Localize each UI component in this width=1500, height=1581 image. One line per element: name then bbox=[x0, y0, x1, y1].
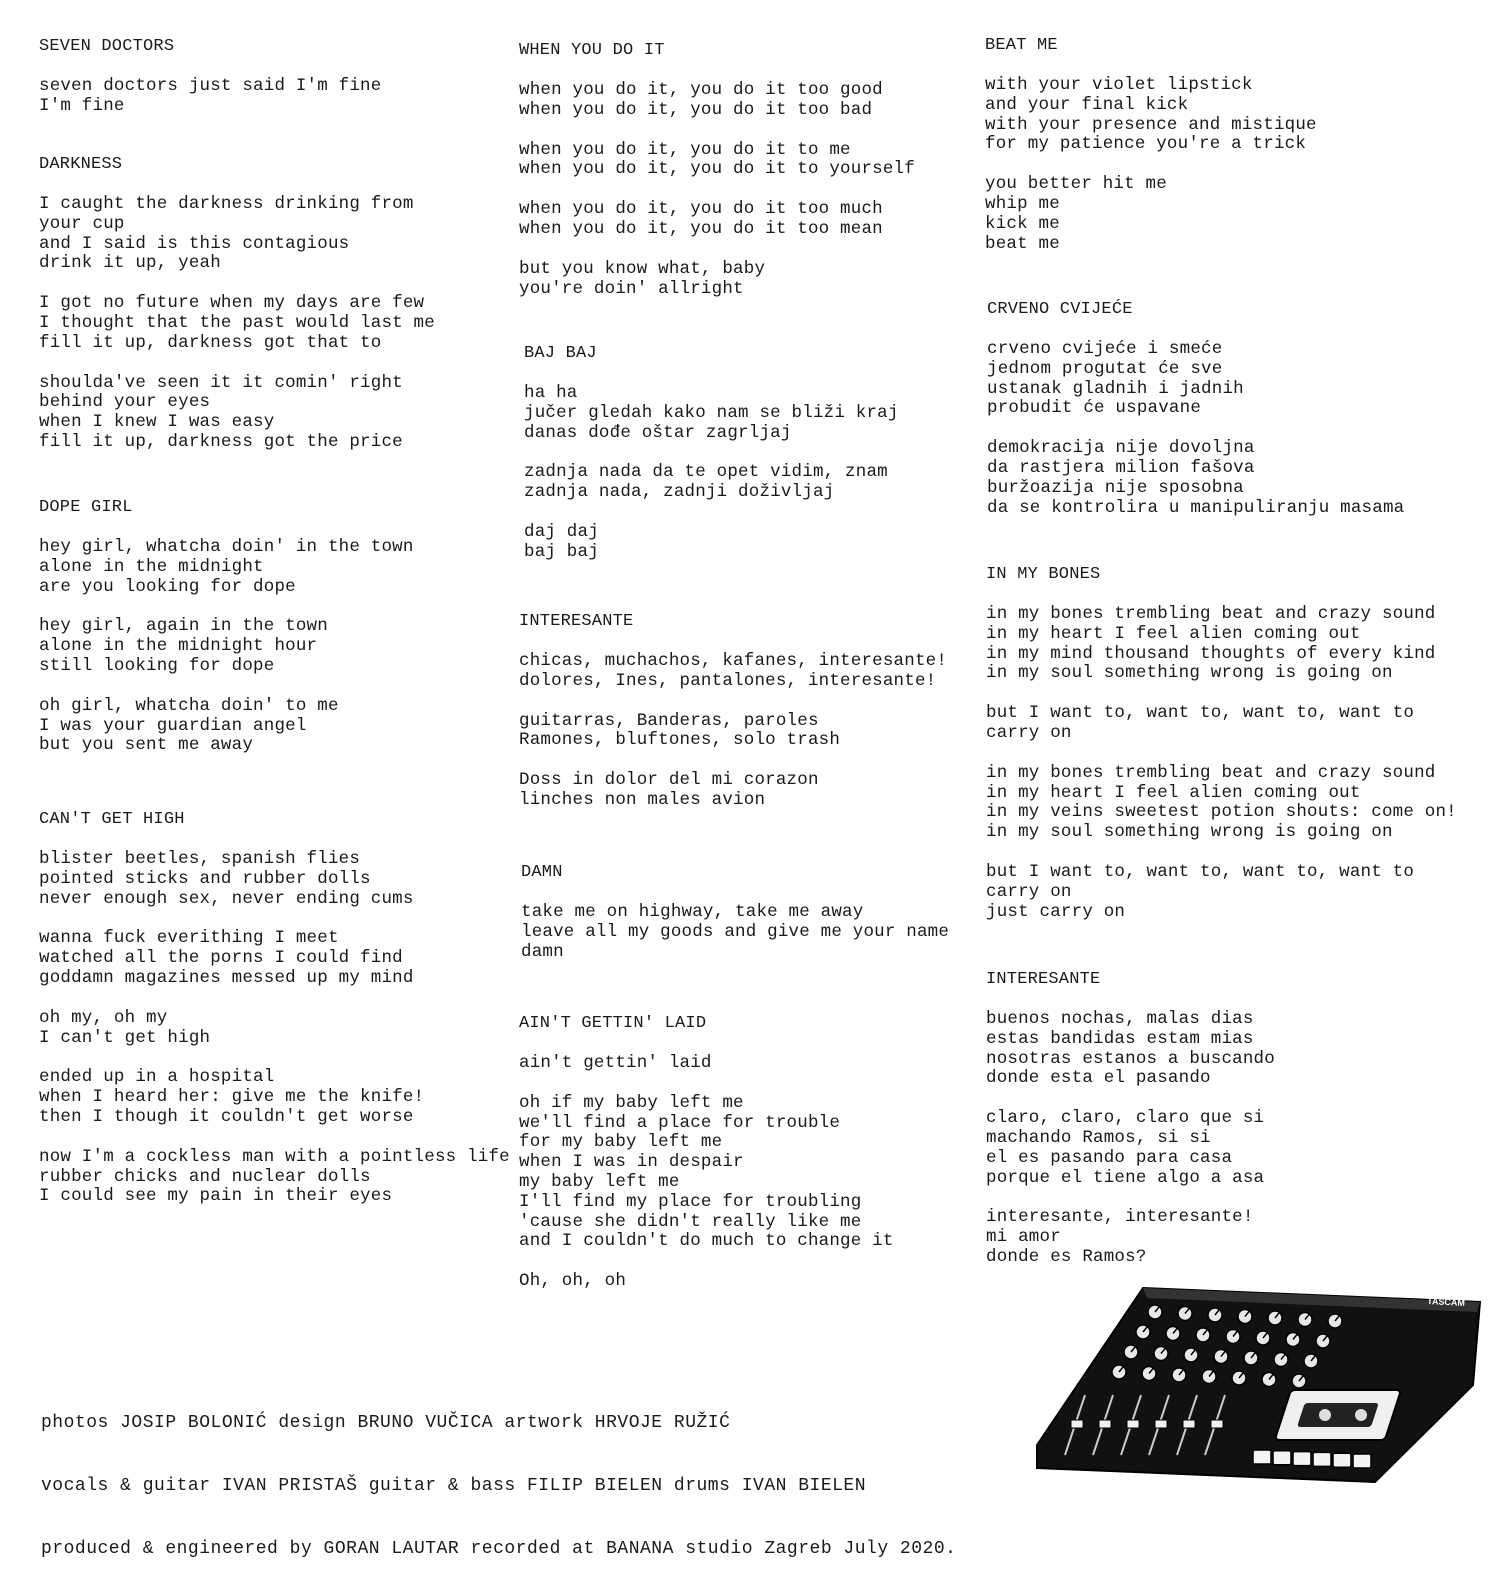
lyric-line: when you do it, you do it to yourself bbox=[519, 159, 915, 180]
lyric-line: take me on highway, take me away bbox=[521, 902, 864, 922]
lyric-line: watched all the porns I could find bbox=[39, 948, 403, 969]
lyric-line: in my mind thousand thoughts of every kind bbox=[986, 643, 1436, 664]
stanza bbox=[521, 903, 991, 962]
song-title: INTERESANTE bbox=[519, 612, 634, 631]
lyric-line: when you do it, you do it too good bbox=[519, 80, 883, 100]
fader-cap bbox=[1211, 1420, 1223, 1428]
lyric-line: are you looking for dope bbox=[39, 576, 296, 597]
lyric-line: in my soul something wrong is going on bbox=[986, 822, 1393, 843]
lyric-line: ain't gettin' laid bbox=[519, 1053, 712, 1073]
song-title: DARKNESS bbox=[39, 155, 123, 174]
stanza bbox=[519, 771, 989, 811]
song-beat-me bbox=[985, 36, 1455, 274]
song-title: WHEN YOU DO IT bbox=[519, 41, 665, 60]
transport-button bbox=[1293, 1452, 1311, 1466]
lyric-line: porque el tiene algo a asa bbox=[986, 1167, 1265, 1188]
lyric-line: Oh, oh, oh bbox=[519, 1271, 627, 1292]
song-baj-baj bbox=[524, 344, 994, 583]
stanza bbox=[519, 260, 989, 300]
transport-button bbox=[1253, 1450, 1271, 1464]
lyric-line: in my veins sweetest potion shouts: come on! bbox=[986, 802, 1457, 823]
lyric-line: danas dođe oštar zagrljaj bbox=[524, 422, 792, 443]
lyric-line: I caught the darkness drinking from bbox=[39, 194, 414, 214]
lyric-line: you're doin' allright bbox=[519, 278, 744, 299]
lyric-line: now I'm a cockless man with a pointless life bbox=[39, 1146, 510, 1167]
lyric-line: your cup bbox=[39, 213, 125, 234]
lyric-line: when you do it, you do it too mean bbox=[519, 218, 883, 239]
song-title: CAN'T GET HIGH bbox=[39, 810, 185, 829]
lyric-line: when I knew I was easy bbox=[39, 412, 275, 433]
lyric-line: then I though it couldn't get worse bbox=[39, 1106, 414, 1127]
song-title: BEAT ME bbox=[985, 36, 1058, 55]
stanza bbox=[986, 764, 1456, 843]
stanza bbox=[39, 617, 509, 676]
lyric-line: for my patience you're a trick bbox=[985, 134, 1307, 155]
credits-line: vocals & guitar IVAN PRISTAŠ guitar & bass FILIP BIELEN drums IVAN BIELEN bbox=[41, 1476, 867, 1496]
stanza bbox=[39, 1009, 509, 1049]
stanza bbox=[39, 77, 509, 117]
song-seven-doctors bbox=[39, 37, 509, 137]
lyric-line: in my heart I feel alien coming out bbox=[986, 623, 1361, 644]
fader-cap bbox=[1155, 1420, 1167, 1428]
transport-button bbox=[1333, 1453, 1351, 1467]
lyric-line: hey girl, whatcha doin' in the town bbox=[39, 537, 414, 557]
lyric-line: when I was in despair bbox=[519, 1152, 744, 1173]
lyric-line: and your final kick bbox=[985, 94, 1189, 115]
lyric-line: you better hit me bbox=[985, 174, 1167, 195]
lyric-line: wanna fuck everithing I meet bbox=[39, 928, 339, 949]
stanza bbox=[39, 850, 509, 909]
lyric-line: I thought that the past would last me bbox=[39, 312, 435, 333]
lyric-line: when I heard her: give me the knife! bbox=[39, 1087, 425, 1108]
lyric-line: donde esta el pasando bbox=[986, 1068, 1211, 1089]
stanza bbox=[986, 1109, 1456, 1188]
lyric-line: never enough sex, never ending cums bbox=[39, 888, 414, 909]
lyric-line: I got no future when my days are few bbox=[39, 293, 425, 314]
lyric-line: still looking for dope bbox=[39, 655, 275, 676]
lyric-line: leave all my goods and give me your name bbox=[521, 921, 950, 942]
lyric-line: ended up in a hospital bbox=[39, 1067, 275, 1088]
lyric-line: fill it up, darkness got that to bbox=[39, 332, 382, 353]
lyric-line: machando Ramos, si si bbox=[986, 1127, 1211, 1148]
stanza bbox=[524, 463, 994, 503]
song-title: DOPE GIRL bbox=[39, 498, 133, 517]
lyric-line: 'cause she didn't really like me bbox=[519, 1211, 862, 1232]
song-aint-gettin-laid bbox=[519, 1014, 989, 1312]
fader-cap bbox=[1183, 1420, 1195, 1428]
lyric-line: baj baj bbox=[524, 541, 599, 562]
lyric-line: probudit će uspavane bbox=[987, 398, 1202, 419]
lyric-line: fill it up, darkness got the price bbox=[39, 431, 403, 452]
lyric-line: carry on bbox=[986, 722, 1072, 743]
lyric-line: demokracija nije dovoljna bbox=[987, 438, 1255, 459]
song-cant-get-high bbox=[39, 810, 509, 1227]
lyric-line: I could see my pain in their eyes bbox=[39, 1186, 393, 1207]
stanza bbox=[39, 294, 509, 353]
transport-button bbox=[1313, 1452, 1331, 1466]
cassette-mixer-illustration bbox=[1025, 1270, 1485, 1485]
lyric-line: linches non males avion bbox=[519, 789, 766, 810]
lyric-line: beat me bbox=[985, 233, 1060, 254]
stanza bbox=[986, 863, 1456, 922]
lyric-line: mi amor bbox=[986, 1227, 1061, 1248]
lyric-line: ha ha bbox=[524, 383, 578, 403]
lyric-line: but I want to, want to, want to, want to bbox=[986, 703, 1415, 724]
song-when-you-do-it bbox=[519, 41, 989, 319]
lyric-line: in my soul something wrong is going on bbox=[986, 663, 1393, 684]
lyric-line: alone in the midnight hour bbox=[39, 636, 318, 657]
lyric-line: oh girl, whatcha doin' to me bbox=[39, 695, 339, 716]
lyric-line: dolores, Ines, pantalones, interesante! bbox=[519, 670, 937, 691]
credits-line: photos JOSIP BOLONIĆ design BRUNO VUČICA artwork HRVOJE RUŽIĆ bbox=[41, 1413, 731, 1433]
stanza bbox=[985, 175, 1455, 254]
song-title: BAJ BAJ bbox=[524, 344, 597, 363]
lyric-line: my baby left me bbox=[519, 1171, 680, 1192]
song-title: DAMN bbox=[521, 863, 563, 882]
lyric-line: buenos nochas, malas dias bbox=[986, 1009, 1254, 1029]
lyric-line: shoulda've seen it it comin' right bbox=[39, 372, 403, 393]
lyric-line: hey girl, again in the town bbox=[39, 616, 328, 637]
song-in-my-bones bbox=[986, 565, 1456, 942]
lyric-line: zadnja nada da te opet vidim, znam bbox=[524, 462, 888, 483]
stanza bbox=[39, 374, 509, 453]
lyric-line: ustanak gladnih i jadnih bbox=[987, 378, 1244, 399]
song-title: CRVENO CVIJEĆE bbox=[987, 300, 1133, 319]
song-title: SEVEN DOCTORS bbox=[39, 37, 175, 56]
lyric-line: for my baby left me bbox=[519, 1132, 723, 1153]
lyric-line: I'll find my place for troubling bbox=[519, 1191, 862, 1212]
stanza bbox=[39, 538, 509, 597]
stanza bbox=[987, 340, 1457, 419]
lyric-line: buržoazija nije sposobna bbox=[987, 477, 1244, 498]
lyric-line: pointed sticks and rubber dolls bbox=[39, 868, 371, 889]
stanza bbox=[986, 704, 1456, 744]
lyric-line: Doss in dolor del mi corazon bbox=[519, 770, 819, 791]
lyric-line: daj daj bbox=[524, 521, 599, 542]
song-interesante-2 bbox=[986, 970, 1456, 1288]
song-damn bbox=[521, 863, 991, 982]
lyric-line: damn bbox=[521, 941, 564, 962]
song-darkness bbox=[39, 155, 509, 473]
lyric-line: in my heart I feel alien coming out bbox=[986, 782, 1361, 803]
lyric-line: interesante, interesante! bbox=[986, 1207, 1254, 1228]
song-crveno-cvijece bbox=[987, 300, 1457, 538]
lyric-line: when you do it, you do it to me bbox=[519, 139, 851, 160]
lyric-line: jednom progutat će sve bbox=[987, 358, 1223, 379]
stanza bbox=[986, 1208, 1456, 1267]
stanza bbox=[524, 523, 994, 563]
stanza bbox=[39, 1148, 509, 1207]
lyric-line: I was your guardian angel bbox=[39, 715, 307, 736]
transport-button bbox=[1353, 1454, 1371, 1468]
stanza bbox=[519, 200, 989, 240]
cassette-reel-left bbox=[1319, 1409, 1331, 1421]
stanza bbox=[39, 195, 509, 274]
stanza bbox=[519, 1094, 989, 1252]
lyric-line: rubber chicks and nuclear dolls bbox=[39, 1166, 371, 1187]
stanza bbox=[986, 1010, 1456, 1089]
song-dope-girl bbox=[39, 498, 509, 776]
stanza bbox=[519, 1054, 989, 1074]
song-title: INTERESANTE bbox=[986, 970, 1101, 989]
lyric-line: behind your eyes bbox=[39, 392, 211, 413]
lyric-line: oh my, oh my bbox=[39, 1007, 168, 1028]
lyric-line: whip me bbox=[985, 193, 1060, 214]
lyric-line: with your presence and mistique bbox=[985, 114, 1317, 135]
cassette-reel-right bbox=[1355, 1409, 1367, 1421]
lyric-line: but you know what, baby bbox=[519, 258, 766, 279]
stanza bbox=[987, 439, 1457, 518]
lyric-line: we'll find a place for trouble bbox=[519, 1112, 841, 1133]
stanza bbox=[519, 1272, 989, 1292]
stanza bbox=[39, 929, 509, 988]
lyric-line: in my bones trembling beat and crazy sound bbox=[986, 762, 1436, 783]
lyric-line: claro, claro, claro que si bbox=[986, 1108, 1265, 1129]
lyric-line: donde es Ramos? bbox=[986, 1246, 1147, 1267]
lyric-line: and I said is this contagious bbox=[39, 233, 350, 254]
lyric-line: kick me bbox=[985, 213, 1060, 234]
song-interesante-1 bbox=[519, 612, 989, 831]
fader-cap bbox=[1099, 1420, 1111, 1428]
lyric-line: da se kontrolira u manipuliranju masama bbox=[987, 497, 1405, 518]
mixer-brand-label: TASCAM bbox=[1426, 1296, 1466, 1308]
lyric-line: nosotras estanos a buscando bbox=[986, 1048, 1275, 1069]
lyric-line: but I want to, want to, want to, want to bbox=[986, 861, 1415, 882]
credits-line: produced & engineered by GORAN LAUTAR recorded at BANANA studio Zagreb July 2020. bbox=[41, 1539, 957, 1559]
fader-cap bbox=[1127, 1420, 1139, 1428]
lyric-line: el es pasando para casa bbox=[986, 1147, 1233, 1168]
credits bbox=[41, 1371, 956, 1581]
stanza bbox=[519, 81, 989, 121]
lyric-line: seven doctors just said I'm fine bbox=[39, 76, 382, 96]
transport-button bbox=[1273, 1451, 1291, 1465]
stanza bbox=[985, 76, 1455, 155]
stanza bbox=[524, 384, 994, 443]
stanza bbox=[519, 141, 989, 181]
lyric-line: when you do it, you do it too much bbox=[519, 199, 883, 220]
stanza bbox=[39, 1068, 509, 1127]
lyric-line: guitarras, Banderas, paroles bbox=[519, 710, 819, 731]
stanza bbox=[986, 605, 1456, 684]
lyric-line: with your violet lipstick bbox=[985, 75, 1253, 95]
lyric-line: blister beetles, spanish flies bbox=[39, 849, 361, 869]
lyric-line: and I couldn't do much to change it bbox=[519, 1231, 894, 1252]
stanza bbox=[519, 712, 989, 752]
lyric-line: when you do it, you do it too bad bbox=[519, 99, 873, 120]
lyric-line: just carry on bbox=[986, 901, 1126, 922]
lyric-line: Ramones, bluftones, solo trash bbox=[519, 730, 841, 751]
lyric-line: chicas, muchachos, kafanes, interesante! bbox=[519, 651, 948, 671]
lyric-line: in my bones trembling beat and crazy sound bbox=[986, 604, 1436, 624]
song-title: IN MY BONES bbox=[986, 565, 1101, 584]
lyric-line: alone in the midnight bbox=[39, 556, 264, 577]
song-title: AIN'T GETTIN' LAID bbox=[519, 1014, 707, 1033]
lyric-line: da rastjera milion fašova bbox=[987, 457, 1255, 478]
lyric-line: estas bandidas estam mias bbox=[986, 1028, 1254, 1049]
stanza bbox=[39, 697, 509, 756]
lyric-line: goddamn magazines messed up my mind bbox=[39, 967, 414, 988]
lyric-line: I can't get high bbox=[39, 1027, 211, 1048]
fader-cap bbox=[1071, 1420, 1083, 1428]
lyric-line: I'm fine bbox=[39, 95, 125, 116]
lyric-line: zadnja nada, zadnji doživljaj bbox=[524, 482, 835, 503]
lyric-line: oh if my baby left me bbox=[519, 1092, 744, 1113]
stanza bbox=[519, 652, 989, 692]
lyric-line: drink it up, yeah bbox=[39, 253, 221, 274]
lyric-line: jučer gledah kako nam se bliži kraj bbox=[524, 402, 899, 423]
lyric-line: but you sent me away bbox=[39, 735, 254, 756]
lyric-line: crveno cvijeće i smeće bbox=[987, 339, 1223, 359]
lyric-line: carry on bbox=[986, 881, 1072, 902]
